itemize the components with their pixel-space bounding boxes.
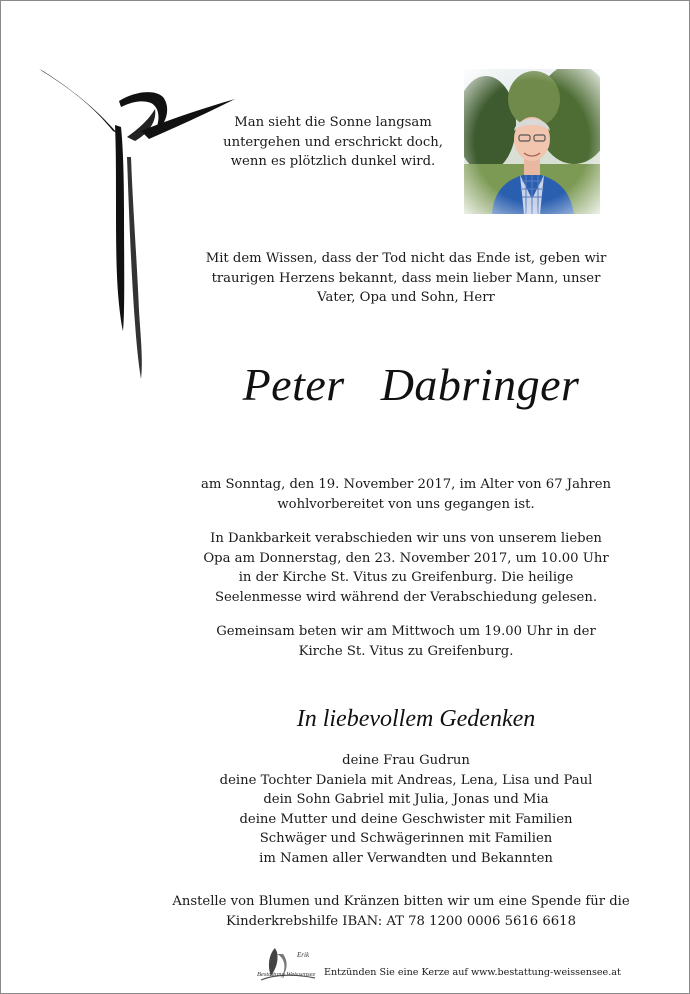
candle-link-text[interactable]: Entzünden Sie eine Kerze auf www.bestattung-weissensee.at xyxy=(324,967,621,978)
quote-line: Man sieht die Sonne langsam xyxy=(234,115,432,130)
donation-line: Kinderkrebshilfe IBAN: AT 78 1200 0006 5616 6618 xyxy=(226,913,576,929)
mourner-line: deine Frau Gudrun xyxy=(342,753,470,768)
farewell-text xyxy=(196,529,616,607)
quote-text xyxy=(223,113,443,172)
intro-text xyxy=(196,249,616,308)
quote-line: wenn es plötzlich dunkel wird. xyxy=(230,154,436,170)
quote-line: untergehen und erschrickt doch, xyxy=(223,134,443,150)
crucifix-figure-icon xyxy=(31,61,241,386)
deceased-name: Peter Dabringer xyxy=(242,359,580,410)
mourner-line: dein Sohn Gabriel mit Julia, Jonas und Mia xyxy=(263,792,549,808)
mourner-line: Schwäger und Schwägerinnen mit Familien xyxy=(259,831,553,847)
farewell-line: Opa am Donnerstag, den 23. November 2017, um 10.00 Uhr xyxy=(203,550,609,566)
death-text xyxy=(196,475,616,514)
death-line: am Sonntag, den 19. November 2017, im Alter von 67 Jahren xyxy=(200,477,612,492)
mourners-list xyxy=(196,751,616,869)
portrait-photo xyxy=(464,69,600,214)
prayer-line: Gemeinsam beten wir am Mittwoch um 19.00 Uhr in der xyxy=(216,624,596,639)
intro-line: Mit dem Wissen, dass der Tod nicht das Ende ist, geben wir xyxy=(205,251,607,266)
mourner-line: deine Mutter und deine Geschwister mit Familien xyxy=(239,811,573,827)
donation-text xyxy=(171,892,631,931)
farewell-line: In Dankbarkeit verabschieden wir uns von unserem lieben xyxy=(210,531,602,546)
mourner-line: im Namen aller Verwandten und Bekannten xyxy=(259,850,553,866)
farewell-line: in der Kirche St. Vitus zu Greifenburg. Die heilige xyxy=(238,570,574,586)
logo-text: Bestattung Weissensee xyxy=(257,971,316,978)
prayer-text xyxy=(196,622,616,661)
donation-line: Anstelle von Blumen und Kränzen bitten wir um eine Spende für die xyxy=(172,894,630,909)
intro-line: traurigen Herzens bekannt, dass mein lieber Mann, unser xyxy=(211,270,601,286)
funeral-home-logo xyxy=(255,944,321,984)
portrait-image xyxy=(464,69,600,214)
farewell-line: Seelenmesse wird während der Verabschiedung gelesen. xyxy=(214,589,598,605)
death-line: wohlvorbereitet von uns gegangen ist. xyxy=(277,496,535,512)
prayer-line: Kirche St. Vitus zu Greifenburg. xyxy=(298,643,514,659)
intro-line: Vater, Opa und Sohn, Herr xyxy=(317,290,495,306)
logo-small-text: Erik xyxy=(297,951,310,959)
memory-heading: In liebevollem Gedenken xyxy=(296,706,536,732)
mourner-line: deine Tochter Daniela mit Andreas, Lena, Lisa und Paul xyxy=(219,772,593,788)
